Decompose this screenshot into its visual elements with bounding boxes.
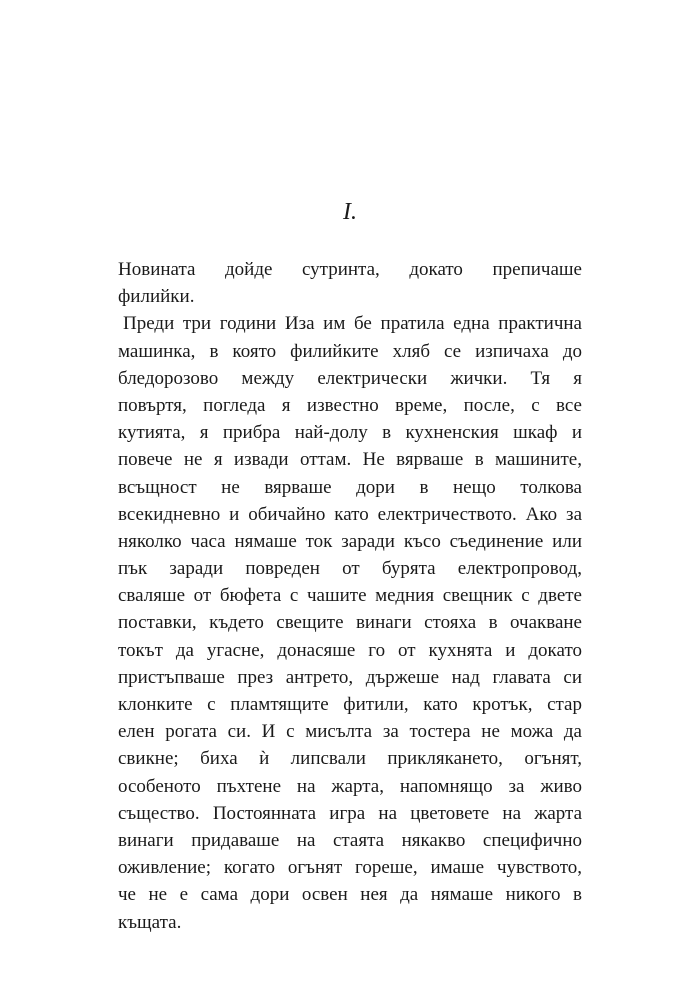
text-line: същество. Постоянната игра на цветовете на жарта	[118, 802, 582, 824]
chapter-heading: I.	[343, 199, 357, 225]
text-line: сваляше от бюфета с чашите медния свещник с двете	[118, 585, 582, 607]
text-line: винаги придаваше на стаята някакво специфично	[118, 829, 582, 851]
text-line: машинка, в която филийките хляб се изпичаха до	[118, 340, 582, 362]
text-line: кутията, я прибра най-долу в кухненския шкаф и	[118, 422, 582, 444]
text-line: бледорозово между електрически жички. Тя я	[118, 367, 582, 389]
text-line: свикне; биха ѝ липсвали прикляканeто, огънят,	[118, 748, 582, 770]
text-line: къщата.	[118, 911, 182, 933]
text-line: токът да угасне, донасяше го от кухнята и докато	[118, 639, 582, 661]
text-line: поставки, където свещите винаги стояха в очакване	[118, 612, 582, 634]
text-line: повъртя, погледа я известно време, после, с все	[118, 394, 582, 416]
text-line: оживление; когато огънят гореше, имаше чувството,	[118, 857, 582, 879]
text-line: елен рогата си. И с мисълта за тостера не можа да	[118, 721, 582, 743]
text-line: клонките с пламтящите фитили, като кротък, стар	[118, 694, 582, 715]
text-line: всекидневно и обичайно като електричеството. Ако за	[118, 503, 582, 525]
text-line: всъщност не вярваше дори в нещо толкова	[118, 476, 582, 498]
text-line: Преди три години Иза им бе пратила една практична	[123, 313, 582, 335]
text-line: повече не я извади оттам. Не вярваше в машините,	[118, 449, 582, 471]
text-line: пристъпваше през антрето, държеше над главата си	[118, 666, 582, 688]
text-line: няколко часа нямаше ток заради късо съединение или	[118, 530, 582, 552]
text-line: филийки.	[118, 286, 195, 308]
body-text	[118, 256, 582, 936]
text-line: особеното пъхтене на жарта, напомнящо за живо	[118, 775, 582, 797]
text-line: че не е сама дори освен нея да нямаше никого в	[118, 884, 582, 906]
text-line: пък заради повреден от бурята електропровод,	[118, 558, 582, 580]
text-line: Новината дойде сутринта, докато препичаше	[118, 259, 582, 280]
